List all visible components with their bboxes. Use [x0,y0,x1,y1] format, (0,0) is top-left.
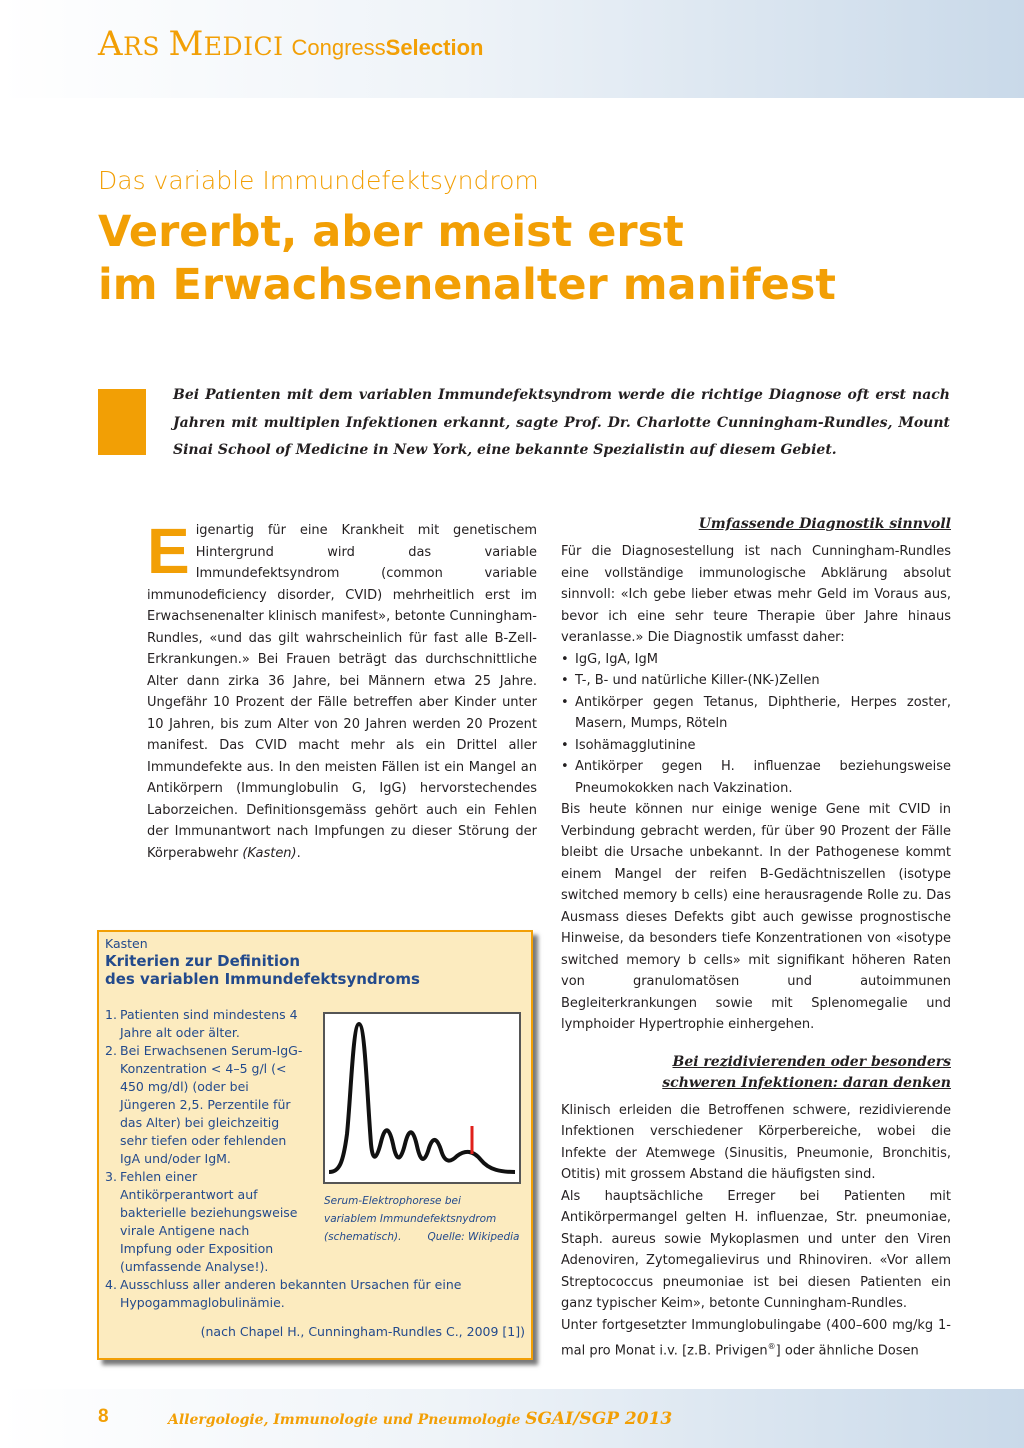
curve-line [329,1024,515,1172]
list-item: • IgG, IgA, IgM [561,649,951,671]
page-number: 8 [98,1406,109,1427]
column-left [147,515,537,864]
lead-accent-block [98,389,146,455]
criteria-item: 3. Fehlen einer Antikörperantwort auf bakterielle beziehungsweise virale Antigene nach Impfung oder Exposition (umfassende Analyse!). [105,1169,298,1274]
intro-paragraph: Eigenartig für eine Krankheit mit genetischem Hintergrund wird das variable Immundefektsyndrom (common variable immunodeficiency disorder, CVID) mehrheitlich erst im Erwachsenenalter klinisch manifest», betonte Cunningham-Rundles, «und das gilt wahrscheinlich für fast alle B-Zell-Erkrankungen.» Bei Frauen beträgt das durchschnittliche Alter dann zirka 36 Jahre, bei Männern etwa 25 Jahre. Ungefähr 10 Prozent der Fälle betreffen aber Kinder unter 10 Jahren, bis zum Alter von 20 Jahren werden 20 Prozent manifest. Das CVID macht mehr als ein Drittel aller Immundefekte aus. In den meisten Fällen ist ein Mangel an Antikörpern (Immunglobulin G, IgG) hervorstechendes Laborzeichen. Definitionsgemäss gehört auch ein Fehlen der Immunantwort nach Impfungen zu dieser Störung der Körperabwehr (Kasten). [147,515,537,861]
criteria-item: 2. Bei Erwachsenen Serum-IgG-Konzentration < 4–5 g/l (< 450 mg/dl) (oder bei Jüngeren 2,5. Perzentile für das Alter) bei gleichzeitig sehr tiefen oder fehlenden IgA und/oder IgM. [105,1043,303,1166]
subhead-diagnostik: Umfassende Diagnostik sinnvoll [698,516,951,532]
title-line-1: Vererbt, aber meist erst [98,207,684,257]
column-right [561,514,951,1362]
dropcap: E [147,515,190,587]
title-line-2: im Erwachsenenalter manifest [98,260,836,310]
kasten-source: (nach Chapel H., Cunningham-Rundles C., 2009 [1]) [200,1324,525,1339]
list-item: • Antikörper gegen H. influenzae beziehungsweise Pneumokokken nach Vakzination. [561,756,951,799]
brand-congress-selection: CongressSelection [291,35,484,60]
brand-logo [98,24,483,64]
kasten-title: Kriterien zur Definition des variablen Immundefektsyndroms [105,952,420,988]
article-lead: Bei Patienten mit dem variablen Immundefektsyndrom werde die richtige Diagnose oft erst nach Jahren mit multiplen Infektionen erkannt, sagte Prof. Dr. Charlotte Cunningham-Rundles, Mount Sinai School of Medicine in New York, eine bekannte Spezialistin auf diesem Gebiet. [173,387,950,458]
electrophoresis-curve [325,1014,519,1182]
journal-title: Allergologie, Immunologie und Pneumologie SGAI/SGP 2013 [168,1409,673,1429]
kasten-box [97,930,533,1360]
figure-caption: Serum-Elektrophorese bei variablem Immundefektsnydrom (schematisch). Quelle: Wikipedia [324,1195,520,1243]
brand-ars-medici: ARS MEDICI [98,24,284,64]
criteria-item: 1. Patienten sind mindestens 4 Jahre alt oder älter. [105,1007,298,1040]
article-title [98,206,836,312]
kasten-label: Kasten [105,936,148,951]
list-item: • Antikörper gegen Tetanus, Diphtherie, Herpes zoster, Masern, Mumps, Röteln [561,692,951,735]
diagnostik-list [561,649,951,800]
subhead-infektionen: Bei rezidivierenden oder besonders schweren Infektionen: daran denken [662,1053,951,1091]
therapie-paragraph: Unter fortgesetzter Immunglobulingabe (400–600 mg/kg 1-mal pro Monat i.v. [z.B. Privigen®] oder ähnliche Dosen [561,1317,951,1359]
article-kicker: Das variable Immundefektsyndrom [98,166,539,195]
erreger-paragraph: Als hauptsächliche Erreger bei Patienten mit Antikörpermangel gelten H. influenzae, Str. pneumoniae, Staph. aureus sowie Mykoplasmen und unter den Viren Adenoviren, Zytomegalievirus und Rhinoviren. «Vor allem Streptococcus pneumoniae ist bei diesen Patienten ein ganz typischer Keim», betonte Cunningham-Rundles. [561,1188,951,1311]
criteria-item: 4. Ausschluss aller anderen bekannten Ursachen für eine Hypogammaglobulinämie. [105,1277,462,1310]
pathogenese-paragraph: Bis heute können nur einige wenige Gene mit CVID in Verbindung gebracht werden, für über 90 Prozent der Fälle bleibt die Ursache unbekannt. In der Pathogenese kommt einem Mangel der reifen B-Gedächtniszellen (isotype switched memory b cells) eine herausragende Rolle zu. Das Ausmass dieses Defekts gibt auch gewisse prognostische Hinweise, da besonders tiefe Konzentrationen von «isotype switched memory b cells» mit signifikant höheren Raten von granulomatösen und autoimmunen Begleiterkrankungen sowie mit Splenomegalie und lymphoider Hypertrophie einhergehen. [561,802,951,1032]
diagnostik-paragraph: Für die Diagnosestellung ist nach Cunningham-Rundles eine vollständige immunologische Abklärung absolut sinnvoll: «Ich gebe lieber etwas mehr Geld im Voraus aus, bevor ich eine sehr teure Therapie über Jahre hinaus veranlasse.» Die Diagnostik umfasst daher: [561,544,951,645]
list-item: • T-, B- und natürliche Killer-(NK-)Zellen [561,670,951,692]
electrophoresis-figure [323,1012,521,1184]
list-item: • Isohämagglutinine [561,735,951,757]
klinik-paragraph: Klinisch erleiden die Betroffenen schwere, rezidivierende Infektionen verschiedener Körperbereiche, wobei die Infekte der Atemwege (Sinusitis, Pneumonie, Bronchitis, Otitis) mit grossem Abstand die häufigsten sind. [561,1102,951,1182]
